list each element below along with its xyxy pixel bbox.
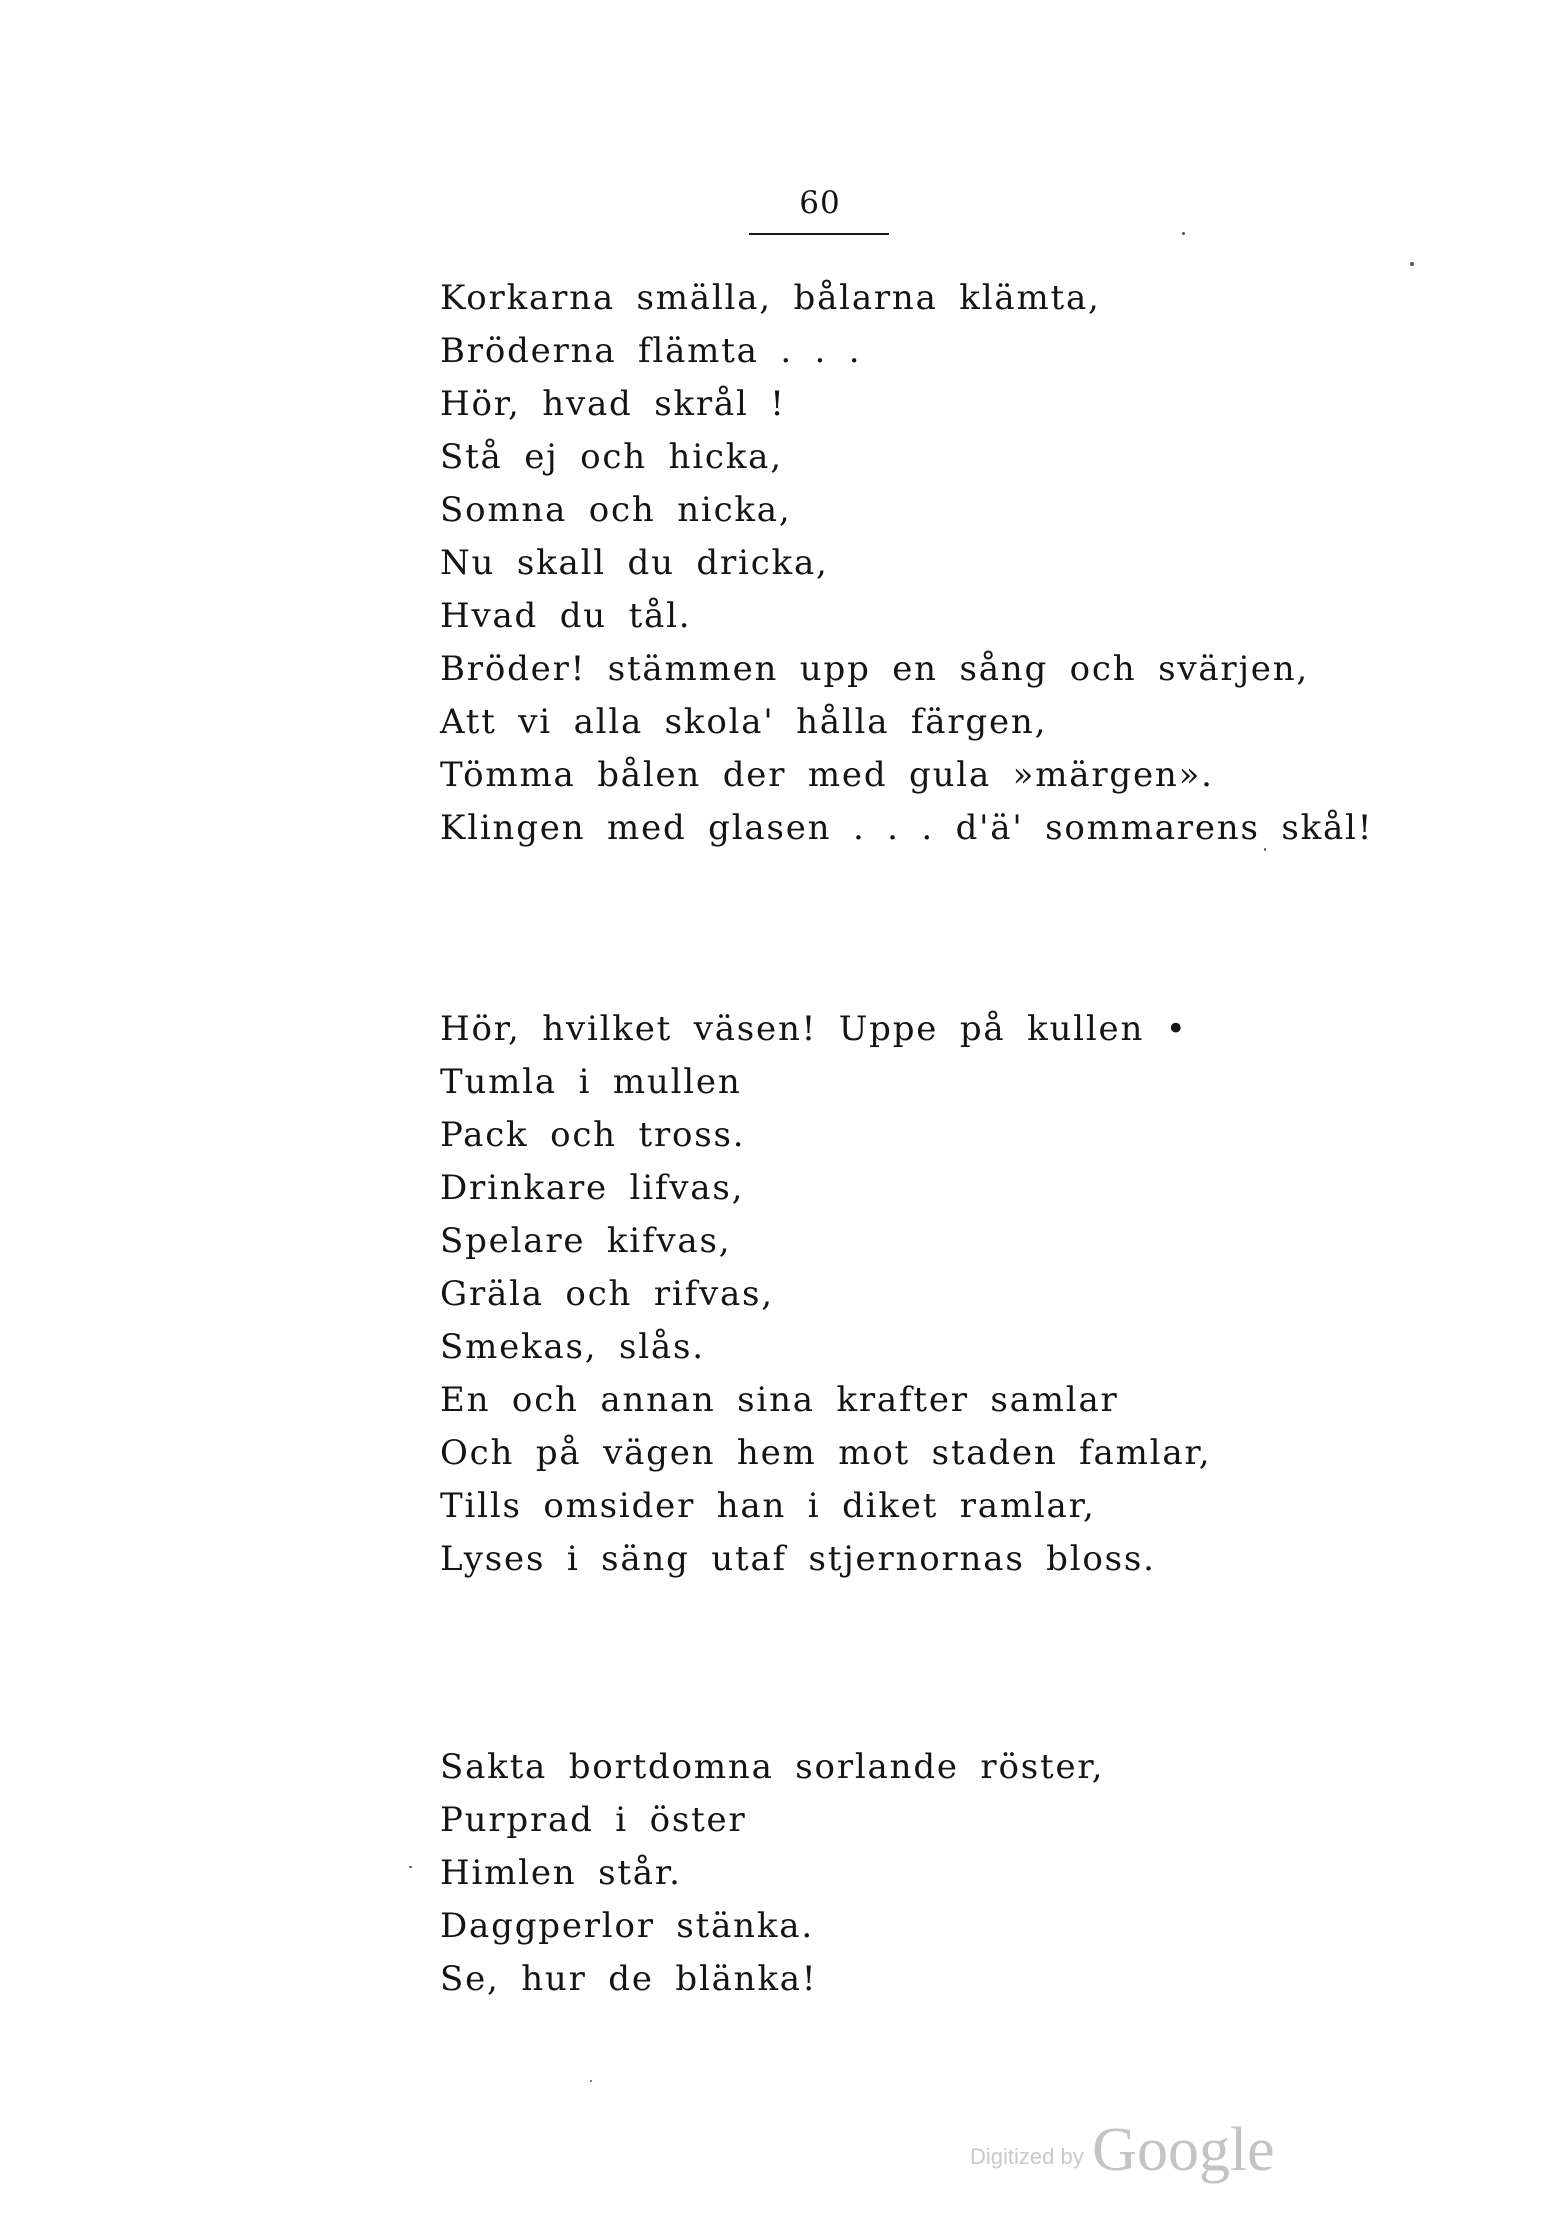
poem-line: Daggperlor stänka.: [440, 1906, 814, 1946]
poem-line: Tills omsider han i diket ramlar,: [440, 1486, 1096, 1526]
poem-line: Hör, hvilket väsen! Uppe på kullen •: [440, 1009, 1188, 1049]
poem-line: Sakta bortdomna sorlande röster,: [440, 1747, 1105, 1787]
watermark-prefix: Digitized by: [970, 2144, 1084, 2169]
paper-speck: [1182, 232, 1185, 235]
stanza-3: [440, 1741, 1104, 2006]
poem-line: Klingen med glasen . . . d'ä' sommarens skål!: [440, 808, 1374, 848]
poem-line: Himlen står.: [440, 1853, 682, 1893]
poem-line: Gräla och rifvas,: [440, 1274, 774, 1314]
poem-line: Somna och nicka,: [440, 490, 792, 530]
page-number: 60: [799, 185, 841, 221]
poem-line: En och annan sina krafter samlar: [440, 1380, 1119, 1420]
watermark-brand: Google: [1092, 2116, 1275, 2184]
poem-line: Korkarna smälla, bålarna klämta,: [440, 278, 1101, 318]
poem-line: Bröderna flämta . . .: [440, 331, 862, 371]
paper-speck: [1264, 848, 1266, 851]
poem-line: Spelare kifvas,: [440, 1221, 732, 1261]
poem-line: Och på vägen hem mot staden famlar,: [440, 1433, 1212, 1473]
paper-speck: [409, 1866, 412, 1868]
poem-line: Tumla i mullen: [440, 1062, 742, 1102]
poem-line: Stå ej och hicka,: [440, 437, 783, 477]
poem-line: Lyses i säng utaf stjernornas bloss.: [440, 1539, 1156, 1579]
poem-line: Se, hur de blänka!: [440, 1959, 818, 1999]
poem-line: Att vi alla skola' hålla färgen,: [440, 702, 1048, 742]
poem-line: Drinkare lifvas,: [440, 1168, 745, 1208]
paper-speck: [590, 2080, 592, 2082]
poem-line: Pack och tross.: [440, 1115, 746, 1155]
poem-line: Purprad i öster: [440, 1800, 747, 1840]
digitized-by-google-watermark: [970, 2115, 1275, 2186]
paper-speck: [1410, 262, 1414, 266]
poem-line: Smekas, slås.: [440, 1327, 705, 1367]
page-number-rule: [749, 233, 889, 235]
poem-line: Tömma bålen der med gula »märgen».: [440, 755, 1214, 795]
poem-line: Hvad du tål.: [440, 596, 692, 636]
poem-line: Nu skall du dricka,: [440, 543, 829, 583]
stanza-2: [440, 1003, 1211, 1586]
poem-line: Hör, hvad skrål !: [440, 384, 786, 424]
stanza-1: [440, 272, 1373, 855]
poem-line: Bröder! stämmen upp en sång och svärjen,: [440, 649, 1310, 689]
